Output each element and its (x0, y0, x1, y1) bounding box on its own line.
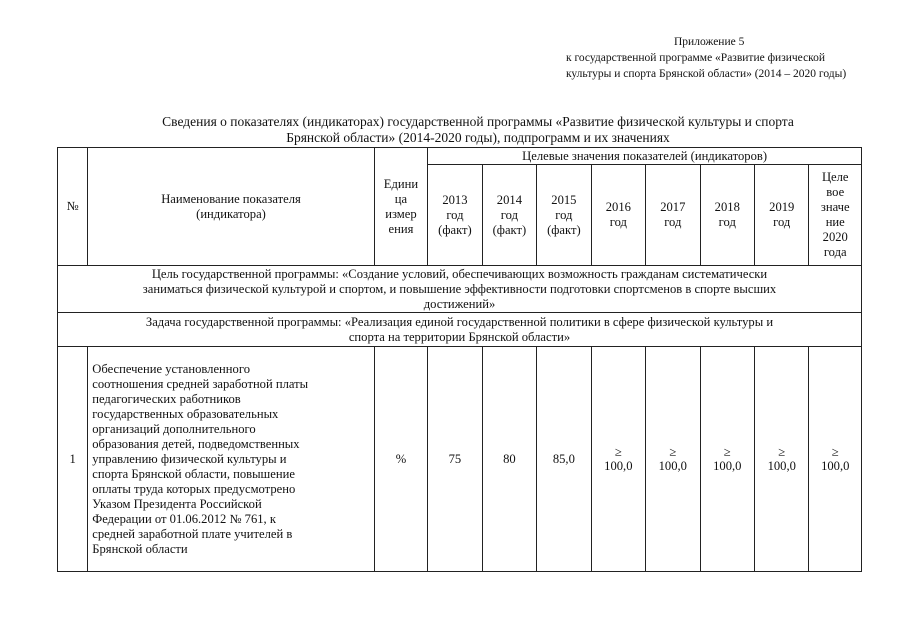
row-unit: % (374, 347, 427, 572)
greater-or-equal-sign: ≥ (778, 444, 786, 459)
header-year-2018 (700, 165, 754, 266)
indicator-name-line: спорта Брянской области, повышение (92, 466, 295, 481)
indicator-name-line: управлению физической культуры и (92, 451, 287, 466)
indicator-name-line: средней заработной плате учителей в (92, 526, 293, 541)
header-year-line: 2016 (605, 200, 631, 214)
indicator-name-line: образования детей, подведомственных (92, 436, 300, 451)
value-2017-number: 100,0 (658, 458, 687, 473)
header-target-group: Целевые значения показателей (индикаторов) (428, 148, 862, 165)
greater-or-equal-sign: ≥ (831, 444, 839, 459)
greater-or-equal-sign: ≥ (723, 444, 731, 459)
header-year-line: Целе (821, 170, 849, 184)
program-goal-row (58, 266, 862, 313)
header-unit-line: измер (385, 206, 417, 221)
value-2016 (591, 347, 645, 572)
header-num: № (58, 148, 88, 266)
indicator-name-line: организаций дополнительного (92, 421, 256, 436)
indicator-name-line: оплаты труда которых предусмотрено (92, 481, 296, 496)
header-year-2016 (591, 165, 645, 266)
value-2016-number: 100,0 (604, 458, 633, 473)
header-year-2014 (482, 165, 536, 266)
header-year-line: 2018 (714, 200, 740, 214)
table-row (58, 347, 862, 572)
header-year-line: год (609, 215, 627, 229)
header-name-line: (индикатора) (196, 206, 266, 221)
header-unit-line: Едини (383, 176, 419, 191)
appendix-title: Приложение 5 (674, 36, 745, 48)
indicator-name-line: педагогических работников (92, 391, 241, 406)
header-unit-line: ения (388, 221, 414, 236)
program-goal-line: достижений» (423, 296, 496, 311)
indicators-table (57, 147, 862, 572)
document-title (60, 114, 896, 146)
value-2017 (646, 347, 700, 572)
row-indicator-name (88, 347, 374, 572)
value-2018-number: 100,0 (713, 458, 742, 473)
header-year-line: ние (825, 215, 845, 229)
greater-or-equal-sign: ≥ (669, 444, 677, 459)
header-year-2015 (537, 165, 591, 266)
header-year-line: 2013 (442, 192, 468, 207)
header-year-line: год (664, 215, 682, 229)
header-year-2019 (755, 165, 809, 266)
value-2015: 85,0 (537, 347, 591, 572)
row-num: 1 (58, 347, 88, 572)
header-year-line: 2014 (496, 192, 522, 207)
header-year-line: 2015 (551, 192, 577, 207)
header-year-line: (факт) (492, 222, 527, 237)
appendix-line: культуры и спорта Брянской области» (2014 – 2020 годы) (566, 68, 847, 80)
document-title-line: Брянской области» (2014-2020 годы), подпрограмм и их значениях (286, 130, 670, 145)
indicator-name-line: Указом Президента Российской (92, 496, 262, 511)
header-unit (374, 148, 427, 266)
program-task-line: Задача государственной программы: «Реализация единой государственной политики в сфере физической культуры и (145, 314, 774, 329)
indicator-name-line: Федерации от 01.06.2012 № 761, к (92, 511, 276, 526)
program-task-row (58, 313, 862, 347)
header-year-2013 (428, 165, 482, 266)
appendix-note (566, 34, 896, 82)
indicator-name-line: Обеспечение установленного (92, 361, 250, 376)
value-2019-number: 100,0 (767, 458, 796, 473)
header-year-line: год (500, 207, 518, 222)
program-task-line: спорта на территории Брянской области» (348, 329, 571, 344)
indicator-name-line: соотношения средней заработной платы (92, 376, 309, 391)
indicator-name-line: Брянской области (92, 541, 188, 556)
header-year-line: года (823, 245, 847, 259)
header-unit-line: ца (394, 191, 408, 206)
header-year-line: (факт) (438, 222, 472, 237)
header-name (88, 148, 374, 266)
header-year-line: 2020 (822, 230, 848, 244)
header-name-line: Наименование показателя (161, 191, 301, 206)
header-year-line: (факт) (547, 222, 581, 237)
header-year-line: год (773, 215, 791, 229)
indicator-name-line: государственных образовательных (92, 406, 279, 421)
header-year-2020-target (809, 165, 862, 266)
appendix-line: к государственной программе «Развитие физической (566, 52, 826, 64)
header-year-line: вое (826, 185, 845, 199)
value-2014: 80 (482, 347, 536, 572)
program-goal-line: заниматься физической культурой и спортом, и повышение эффективности подготовки спортсменов в спорте высших (142, 281, 777, 296)
value-2019 (755, 347, 809, 572)
header-year-line: значе (820, 200, 850, 214)
document-title-line: Сведения о показателях (индикаторах) государственной программы «Развитие физической культуры и спорта (162, 114, 794, 129)
header-year-2017 (646, 165, 700, 266)
value-2013: 75 (428, 347, 482, 572)
value-2018 (700, 347, 754, 572)
header-year-line: год (446, 207, 464, 222)
header-year-line: 2019 (769, 200, 795, 214)
value-2020-number: 100,0 (821, 458, 850, 473)
value-2020 (809, 347, 862, 572)
header-year-line: год (718, 215, 736, 229)
greater-or-equal-sign: ≥ (614, 444, 622, 459)
header-year-line: год (555, 207, 573, 222)
program-goal-line: Цель государственной программы: «Создание условий, обеспечивающих возможность гражданам систематически (151, 266, 768, 281)
header-year-line: 2017 (660, 200, 686, 214)
